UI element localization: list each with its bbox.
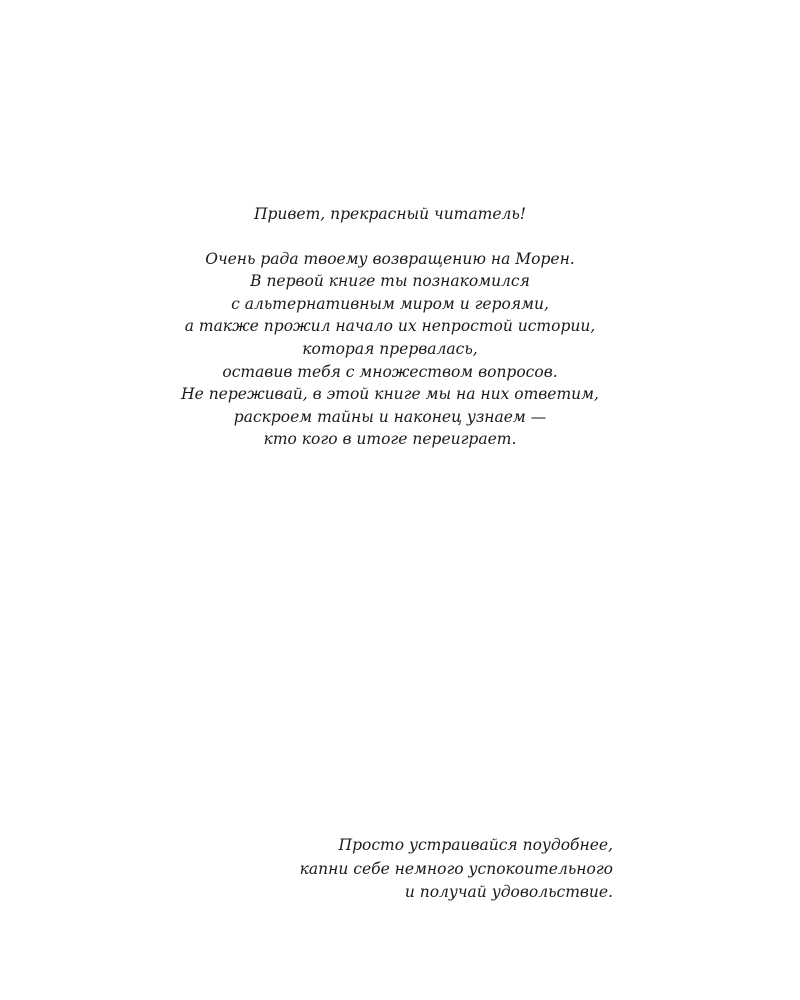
closing-line: и получай удовольствие. xyxy=(404,883,613,901)
greeting-line: Привет, прекрасный читатель! xyxy=(253,205,527,223)
paragraph-line: с альтернативным миром и героями, xyxy=(231,294,549,313)
paragraph-line: Не переживай, в этой книге мы на них ответим, xyxy=(181,385,599,404)
closing-text-block xyxy=(300,834,613,905)
paragraph-line: В первой книге ты познакомился xyxy=(250,272,530,291)
paragraph-line: а также прожил начало их непростой истории, xyxy=(184,317,596,336)
closing-line: капни себе немного успокоительного xyxy=(299,859,613,878)
paragraph-line: кто кого в итоге переиграет. xyxy=(263,430,517,449)
paragraph-line: Очень рада твоему возвращению на Морен. xyxy=(205,249,575,268)
closing-line: Просто устраивайся поудобнее, xyxy=(338,836,613,854)
paragraph-line: которая прервалась, xyxy=(302,339,478,358)
intro-text-block xyxy=(140,203,640,451)
paragraph-line: оставив тебя с множеством вопросов. xyxy=(222,362,558,381)
paragraph-line: раскроем тайны и наконец узнаем — xyxy=(233,407,547,426)
